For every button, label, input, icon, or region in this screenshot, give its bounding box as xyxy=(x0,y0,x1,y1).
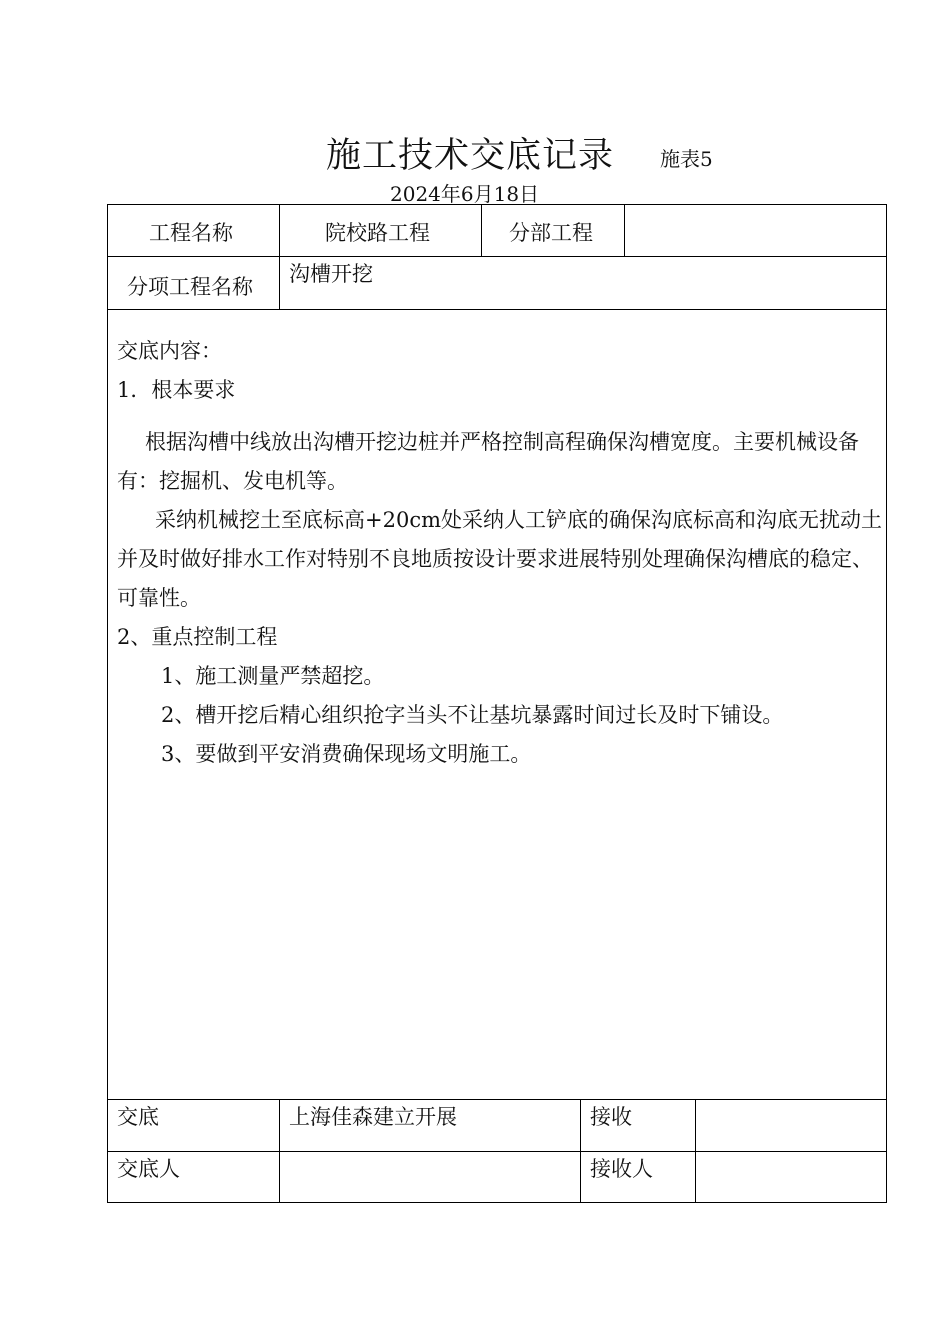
handover-value: 上海佳森建立开展 xyxy=(289,1105,457,1129)
column-divider xyxy=(279,204,280,309)
row-divider xyxy=(107,256,887,257)
row-divider xyxy=(107,309,887,310)
item-name-label: 分项工程名称 xyxy=(127,275,253,299)
section2-title: 2、重点控制工程 xyxy=(117,625,278,649)
paragraph-method: 采纳机械挖土至底标高+20cm处采纳人工铲底的确保沟底标高和沟底无扰动土并及时做好排水工作对特别不良地质按设计要求进展特别处理确保沟槽底的稳定、可靠性。 xyxy=(117,508,882,610)
document-title: 施工技术交底记录 xyxy=(326,136,615,176)
project-name-label: 工程名称 xyxy=(149,221,233,245)
handover-person-label: 交底人 xyxy=(117,1157,180,1181)
form-code: 施表5 xyxy=(660,147,713,171)
sub-project-label: 分部工程 xyxy=(509,221,593,245)
project-name-value: 院校路工程 xyxy=(325,221,430,245)
column-divider xyxy=(580,1099,581,1203)
row-divider xyxy=(107,1151,887,1152)
item-name-value: 沟槽开挖 xyxy=(289,262,373,286)
handover-label: 交底 xyxy=(117,1105,159,1129)
column-divider xyxy=(695,1099,696,1203)
paragraph-requirements: 根据沟槽中线放出沟槽开挖边桩并严格控制高程确保沟槽宽度。主要机械设备有：挖掘机、发电机等。 xyxy=(117,430,859,493)
content-heading: 交底内容： xyxy=(117,339,222,363)
list-item: 1、施工测量严禁超挖。 xyxy=(161,664,385,688)
column-divider xyxy=(481,204,482,256)
handover-content xyxy=(117,332,882,774)
column-divider xyxy=(624,204,625,256)
column-divider xyxy=(279,1099,280,1203)
list-item: 3、要做到平安消费确保现场文明施工。 xyxy=(161,742,532,766)
record-date: 2024年6月18日 xyxy=(390,182,540,206)
receive-label: 接收 xyxy=(590,1105,632,1129)
section1-title: 1．根本要求 xyxy=(117,378,236,402)
list-item: 2、槽开挖后精心组织抢字当头不让基坑暴露时间过长及时下铺设。 xyxy=(161,703,784,727)
row-divider xyxy=(107,1099,887,1100)
receiver-label: 接收人 xyxy=(590,1157,653,1181)
